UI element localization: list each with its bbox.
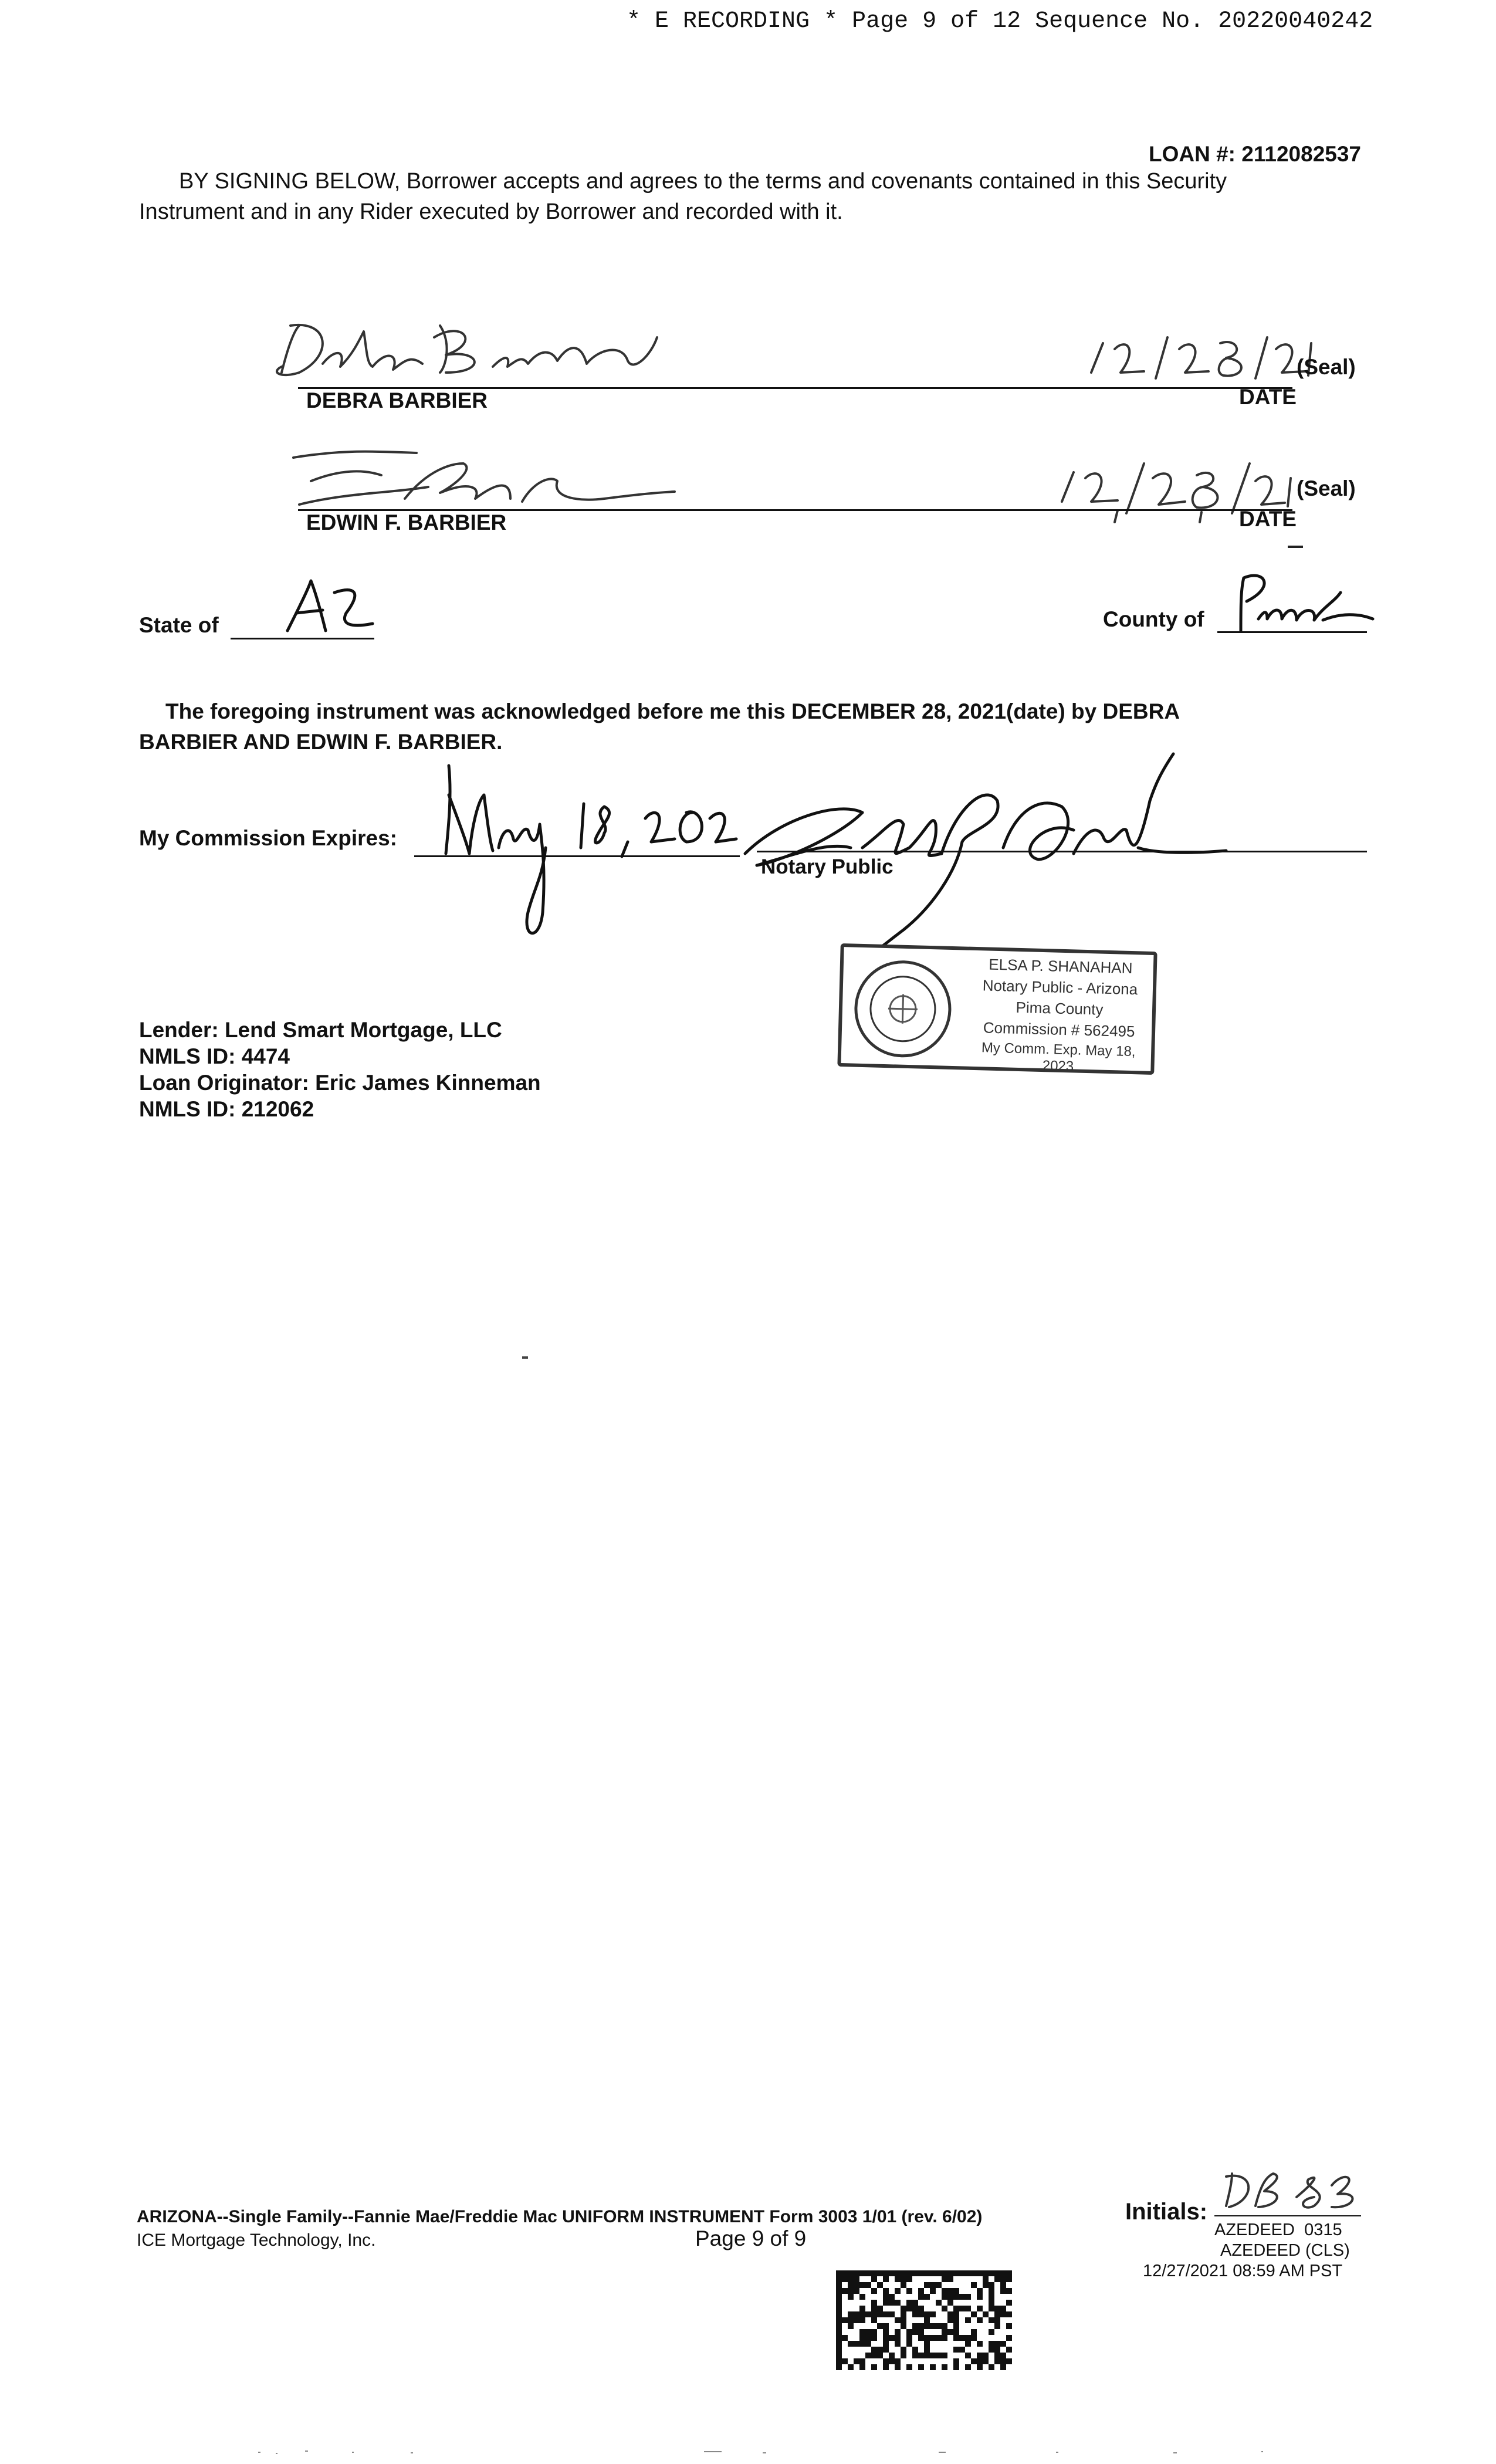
stamp-name: ELSA P. SHANAHAN: [989, 955, 1133, 977]
state-label: State of: [139, 613, 219, 637]
stamp-commission: Commission # 562495: [983, 1018, 1135, 1041]
debra-name: DEBRA BARBIER: [306, 388, 488, 412]
state-line: [231, 638, 374, 639]
intro-line-1: BY SIGNING BELOW, Borrower accepts and agrees to the terms and covenants contained in this Security: [179, 169, 1227, 194]
notary-signature-image: [710, 736, 1267, 971]
scan-noise-strip: [0, 2446, 1496, 2458]
intro-line-2: Instrument and in any Rider executed by Borrower and recorded with it.: [139, 199, 843, 224]
edwin-seal-label: (Seal): [1297, 476, 1356, 500]
footer-code-2: AZEDEED (CLS): [1220, 2241, 1350, 2260]
acknowledgment-line-1: The foregoing instrument was acknowledged before me this DECEMBER 28, 2021(date) by DEBRA: [165, 699, 1180, 723]
footer-code-1: AZEDEED 0315: [1214, 2221, 1342, 2239]
stamp-county: Pima County: [1016, 998, 1104, 1018]
footer-page: Page 9 of 9: [695, 2226, 807, 2250]
edwin-date-label: DATE: [1239, 507, 1297, 531]
stray-dash-mark: [1288, 546, 1303, 548]
commission-line: [414, 855, 740, 857]
debra-seal-label: (Seal): [1297, 355, 1356, 379]
originator-nmls: NMLS ID: 212062: [139, 1097, 314, 1121]
state-seal-icon: [845, 952, 960, 1066]
lender-name: Lender: Lend Smart Mortgage, LLC: [139, 1018, 502, 1042]
notary-signature-line: [757, 851, 1367, 852]
acknowledgment-line-2: BARBIER AND EDWIN F. BARBIER.: [139, 730, 503, 754]
county-line: [1217, 631, 1367, 633]
initials-line: [1214, 2215, 1361, 2216]
debra-signature-image: [246, 308, 669, 396]
commission-value: [446, 821, 482, 828]
county-label: County of: [1103, 607, 1204, 631]
notary-stamp: [837, 943, 1157, 1075]
recording-header: * E RECORDING * Page 9 of 12 Sequence No. 20220040242: [627, 8, 1373, 35]
stray-dot: [522, 1356, 528, 1359]
county-value: [1232, 604, 1245, 611]
stamp-expires: My Comm. Exp. May 18, 2023: [981, 1040, 1136, 1075]
footer-timestamp: 12/27/2021 08:59 AM PST: [1143, 2262, 1343, 2280]
commission-handwritten-date: [434, 760, 751, 947]
edwin-signature-image: [276, 446, 686, 516]
commission-label: My Commission Expires:: [139, 826, 398, 850]
initials-label: Initials:: [1125, 2199, 1208, 2225]
barcode-image: [836, 2270, 1012, 2370]
initials-handwritten: [1214, 2165, 1373, 2218]
edwin-name: EDWIN F. BARBIER: [306, 510, 507, 534]
footer-company: ICE Mortgage Technology, Inc.: [137, 2231, 376, 2250]
notary-public-label: Notary Public: [761, 855, 893, 878]
lender-nmls: NMLS ID: 4474: [139, 1044, 290, 1068]
state-handwritten: [276, 572, 381, 637]
loan-number: LOAN #: 2112082537: [1148, 142, 1361, 166]
stamp-title: Notary Public - Arizona: [982, 976, 1138, 999]
state-value: [282, 607, 289, 614]
debra-date-image: [1079, 326, 1326, 390]
originator-name: Loan Originator: Eric James Kinneman: [139, 1071, 541, 1095]
county-handwritten: [1223, 566, 1376, 637]
debra-date-label: DATE: [1239, 385, 1297, 409]
footer-form-line: ARIZONA--Single Family--Fannie Mae/Freddie Mac UNIFORM INSTRUMENT Form 3003 1/01 (rev. 6/02): [137, 2207, 983, 2226]
